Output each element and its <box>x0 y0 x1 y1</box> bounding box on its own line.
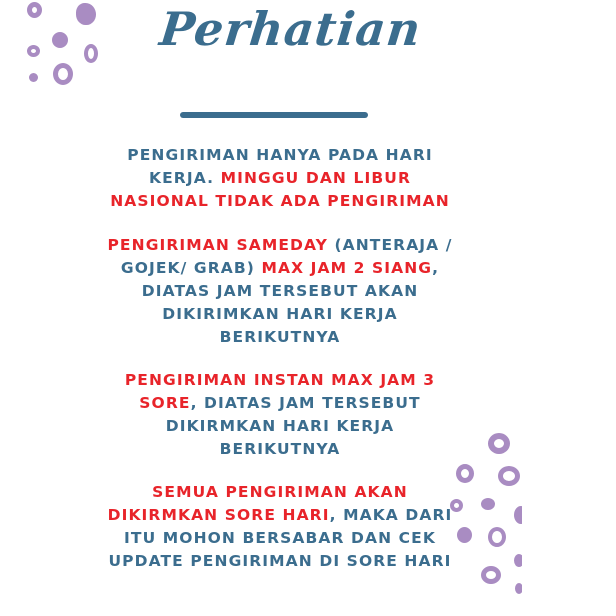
decor-dot <box>29 73 38 82</box>
notice-line <box>60 190 500 213</box>
decor-dot <box>457 527 472 543</box>
notice-line <box>60 527 500 550</box>
notice-line <box>60 167 500 190</box>
decor-dot <box>52 32 68 48</box>
decor-dots-bottom-right <box>440 420 522 616</box>
notice-block-instant <box>60 369 500 461</box>
decor-dot <box>456 464 474 483</box>
notice-line <box>60 303 500 326</box>
decor-dot <box>481 566 501 584</box>
decor-dot <box>498 466 520 486</box>
decor-dot <box>450 499 463 512</box>
decor-dot <box>481 498 495 510</box>
body-text: KERJA. <box>149 169 221 187</box>
decor-dot <box>27 45 40 57</box>
decor-dot <box>488 433 510 454</box>
notice-block-afternoon <box>60 481 500 573</box>
page-title: Perhatian <box>157 2 424 56</box>
notice-line <box>60 369 500 392</box>
notice-block-sameday <box>60 234 500 349</box>
body-text: ITU MOHON BERSABAR DAN CEK <box>124 529 436 547</box>
highlight-text: MINGGU DAN LIBUR <box>220 169 411 187</box>
decor-dot <box>76 3 96 25</box>
decor-dot <box>515 583 522 594</box>
notice-line <box>60 326 500 349</box>
notice-line <box>60 504 500 527</box>
highlight-text: SEMUA PENGIRIMAN AKAN <box>152 483 408 501</box>
notice-line <box>60 415 500 438</box>
notice-line <box>60 392 500 415</box>
highlight-text: MAX JAM 2 SIANG <box>261 259 433 277</box>
body-text: (ANTERAJA / <box>327 236 453 254</box>
body-text: DIATAS JAM TERSEBUT AKAN <box>141 282 419 300</box>
body-text: , <box>432 259 440 277</box>
notice-line <box>60 438 500 461</box>
body-text: GOJEK/ GRAB) <box>120 259 262 277</box>
body-text: PENGIRIMAN HANYA PADA HARI <box>127 146 433 164</box>
highlight-text: DIKIRMKAN SORE HARI <box>107 506 330 524</box>
decor-dot <box>514 554 522 567</box>
highlight-text: SORE <box>139 394 191 412</box>
decor-dot <box>27 2 42 18</box>
notice-line <box>60 481 500 504</box>
title-underline-brushstroke <box>180 112 368 118</box>
notice-block-working-days <box>60 144 500 213</box>
body-text: DIKIRIMKAN HARI KERJA <box>162 305 398 323</box>
body-text: UPDATE PENGIRIMAN DI SORE HARI <box>108 552 452 570</box>
highlight-text: NASIONAL TIDAK ADA PENGIRIMAN <box>110 192 450 210</box>
notice-line <box>60 144 500 167</box>
highlight-text: PENGIRIMAN INSTAN MAX JAM 3 <box>124 371 436 389</box>
notice-line <box>60 234 500 257</box>
decor-dot <box>84 44 98 63</box>
notice-line <box>60 257 500 280</box>
body-text: BERIKUTNYA <box>219 440 341 458</box>
decor-dot <box>488 527 506 547</box>
body-text: BERIKUTNYA <box>219 328 341 346</box>
body-text: , MAKA DARI <box>329 506 453 524</box>
decor-dot <box>514 506 522 524</box>
decor-dot <box>53 63 73 85</box>
highlight-text: PENGIRIMAN SAMEDAY <box>107 236 328 254</box>
notice-line <box>60 280 500 303</box>
body-text: , DIATAS JAM TERSEBUT <box>190 394 421 412</box>
body-text: DIKIRMKAN HARI KERJA <box>165 417 395 435</box>
notice-line <box>60 550 500 573</box>
